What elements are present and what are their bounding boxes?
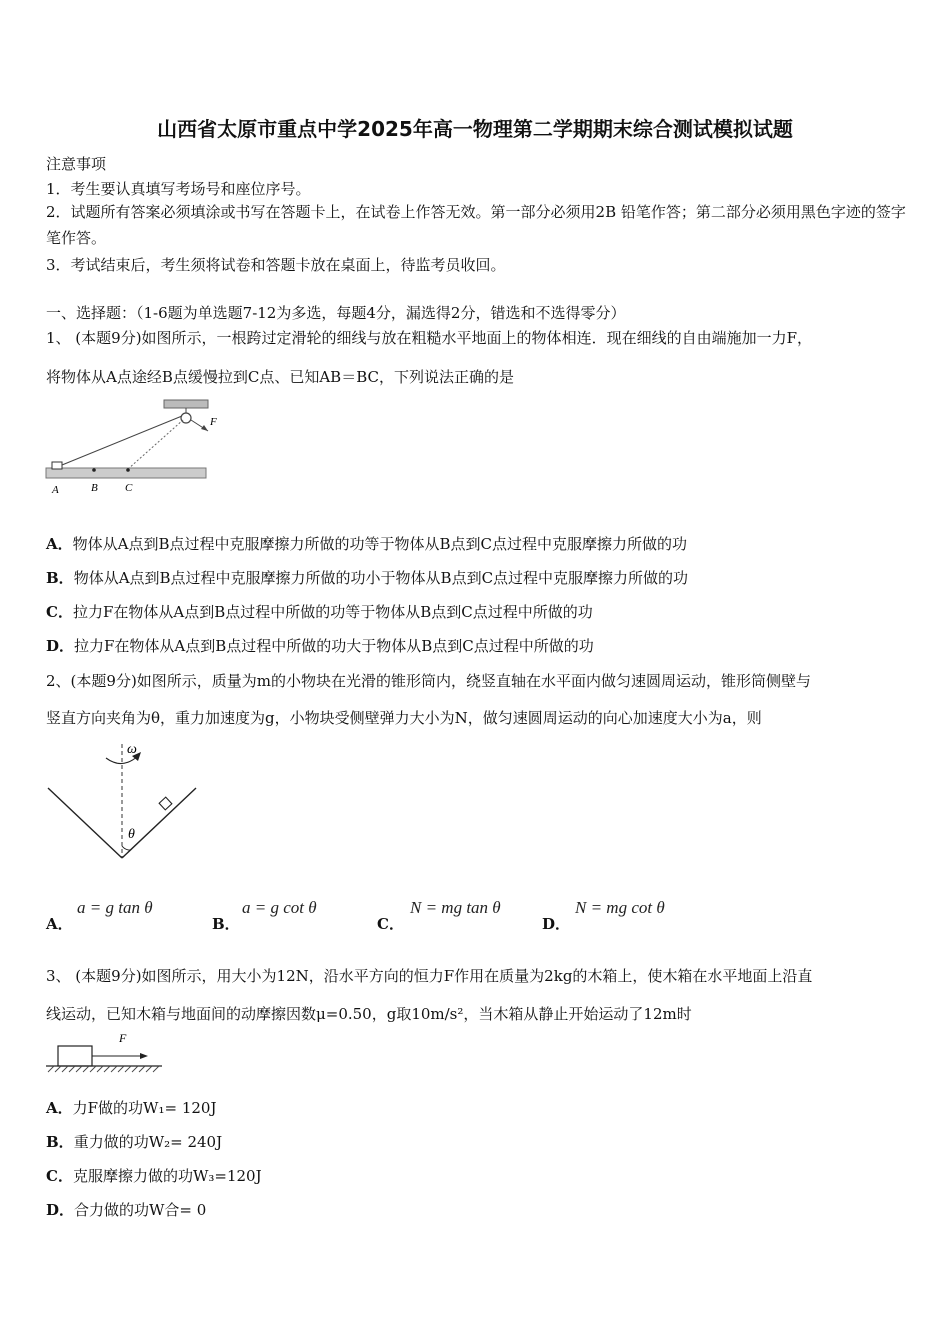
- q2-option-b[interactable]: [212, 913, 240, 934]
- q2-option-d-formula: N = mg cot θ: [575, 898, 665, 917]
- notice-item-2: 2．试题所有答案必须填涂或书写在答题卡上，在试卷上作答无效。第一部分必须用2B 铅笔作答；第二部分必须用黑色字迹的签字笔作答。: [46, 203, 906, 247]
- q1-stem-line1: 1、 (本题9分)如图所示，一根跨过定滑轮的细线与放在粗糙水平地面上的物体相连．现在细线的自由端施加一力F，: [46, 329, 812, 347]
- q1-label-c: C: [125, 482, 133, 494]
- q3-option-b-key: B．: [46, 1133, 74, 1151]
- q3-option-b-text: 重力做的功W₂= 240J: [73, 1133, 223, 1151]
- q2-option-a[interactable]: [46, 913, 73, 934]
- q1-pulley-figure: [46, 398, 217, 498]
- q2-option-c-formula: N = mg tan θ: [410, 898, 501, 917]
- q2-label-omega: ω: [127, 742, 137, 757]
- q1-label-b: B: [91, 482, 98, 494]
- q3-option-a-text: 力F做的功W₁= 120J: [72, 1099, 217, 1117]
- q3-option-c-text: 克服摩擦力做的功W₃=120J: [72, 1167, 262, 1185]
- q3-stem-line1: 3、 (本题9分)如图所示，用大小为12N，沿水平方向的恒力F作用在质量为2kg的木箱上，使木箱在水平地面上沿直: [46, 967, 813, 985]
- q2-cone-figure: [46, 738, 198, 862]
- q1-stem-line2: 将物体从A点途经B点缓慢拉到C点、已知AB＝BC，下列说法正确的是: [46, 368, 514, 386]
- q2-option-c-key: C．: [377, 915, 404, 933]
- q2-option-d[interactable]: [542, 913, 570, 934]
- q2-label-theta: θ: [128, 827, 135, 842]
- q1-option-a[interactable]: [46, 533, 687, 554]
- q3-option-d-text: 合力做的功W合= 0: [74, 1201, 207, 1219]
- q1-option-d-text: 拉力F在物体从A点到B点过程中所做的功大于物体从B点到C点过程中所做的功: [74, 637, 594, 655]
- q1-option-d-key: D．: [46, 637, 75, 655]
- q3-option-c-key: C．: [46, 1167, 73, 1185]
- q1-option-c-key: C．: [46, 603, 73, 621]
- page-title: 山西省太原市重点中学2025年高一物理第二学期期末综合测试模拟试题: [157, 117, 793, 141]
- notice-item-3: 3．考试结束后，考生须将试卷和答题卡放在桌面上，待监考员收回。: [46, 256, 506, 274]
- q2-option-a-formula: a = g tan θ: [77, 898, 153, 917]
- q2-option-a-key: A．: [46, 915, 73, 933]
- q1-option-c[interactable]: [46, 601, 593, 622]
- q3-label-f: F: [119, 1031, 127, 1045]
- q3-stem-line2: 线运动，已知木箱与地面间的动摩擦因数μ=0.50，g取10m/s²，当木箱从静止开始运动了12m时: [46, 1005, 692, 1023]
- q3-option-d-key: D．: [46, 1201, 75, 1219]
- q1-option-b-key: B．: [46, 569, 74, 587]
- q2-stem-line1: 2、(本题9分)如图所示，质量为m的小物块在光滑的锥形筒内，绕竖直轴在水平面内做匀速圆周运动，锥形筒侧壁与: [46, 672, 812, 690]
- q2-option-b-key: B．: [212, 915, 240, 933]
- q2-option-d-key: D．: [542, 915, 571, 933]
- q1-option-b-text: 物体从A点到B点过程中克服摩擦力所做的功小于物体从B点到C点过程中克服摩擦力所做的功: [73, 569, 689, 587]
- q3-option-a[interactable]: [46, 1097, 216, 1118]
- q2-stem-line2: 竖直方向夹角为θ，重力加速度为g，小物块受侧壁弹力大小为N，做匀速圆周运动的向心加速度大小为a，则: [46, 709, 762, 727]
- notice-item-1: 1．考生要认真填写考场号和座位序号。: [46, 180, 311, 198]
- section-heading: 一、选择题：（1-6题为单选题7-12为多选，每题4分，漏选得2分，错选和不选得零分）: [46, 304, 626, 322]
- q3-box-figure: [46, 1028, 164, 1078]
- q1-option-c-text: 拉力F在物体从A点到B点过程中所做的功等于物体从B点到C点过程中所做的功: [72, 603, 593, 621]
- q3-option-b[interactable]: [46, 1131, 222, 1152]
- q1-option-a-key: A．: [46, 535, 73, 553]
- q1-label-f: F: [210, 416, 217, 428]
- q1-option-d[interactable]: [46, 635, 594, 656]
- q1-option-b[interactable]: [46, 567, 688, 588]
- q2-option-c[interactable]: [377, 913, 404, 934]
- q3-option-d[interactable]: [46, 1199, 206, 1220]
- q3-option-c[interactable]: [46, 1165, 262, 1186]
- q3-option-a-key: A．: [46, 1099, 73, 1117]
- q2-option-b-formula: a = g cot θ: [242, 898, 317, 917]
- notice-heading: 注意事项: [46, 155, 107, 173]
- q1-option-a-text: 物体从A点到B点过程中克服摩擦力所做的功等于物体从B点到C点过程中克服摩擦力所做的功: [72, 535, 688, 553]
- q1-label-a: A: [52, 484, 59, 496]
